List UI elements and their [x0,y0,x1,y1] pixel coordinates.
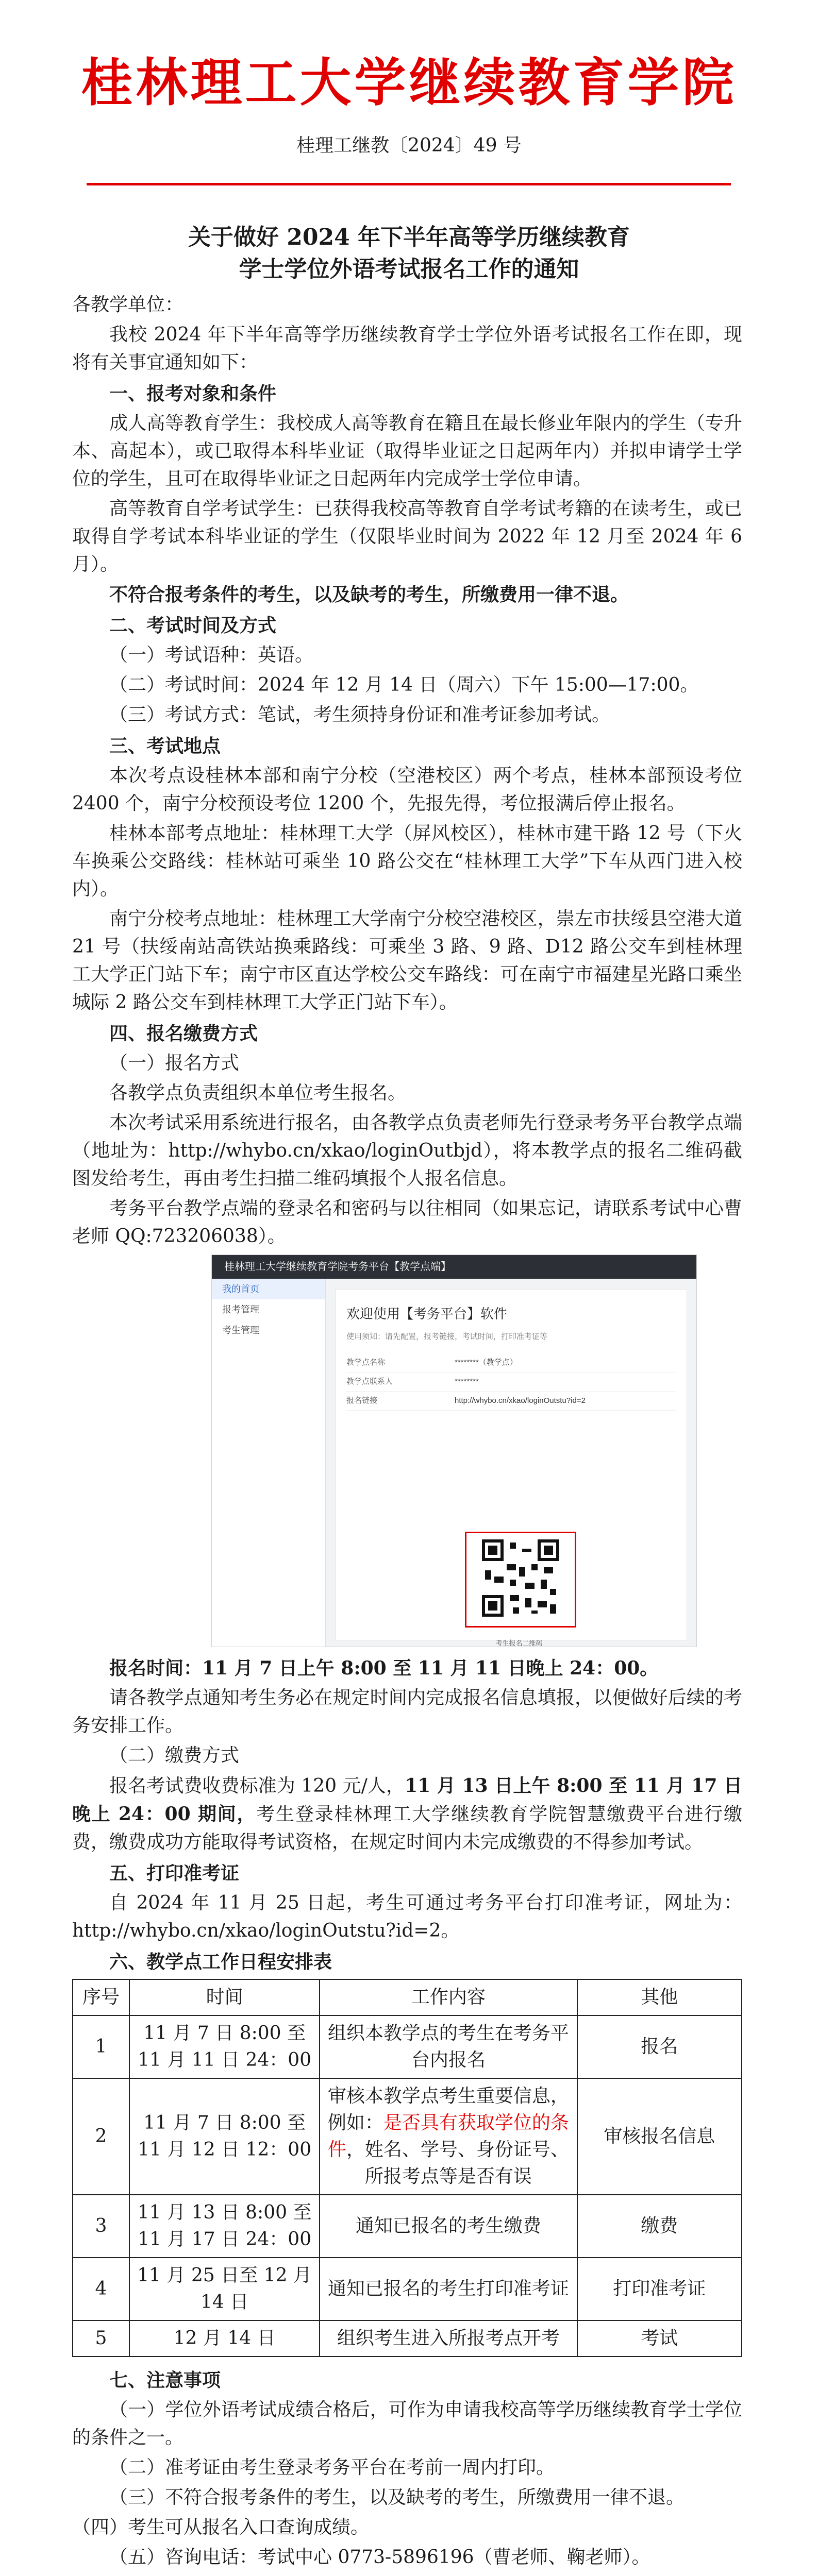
intro-paragraph: 我校 2024 年下半年高等学历继续教育学士学位外语考试报名工作在即，现将有关事宜通知如下： [72,324,742,373]
row-other: 审核报名信息 [577,2078,742,2195]
payment-period: 11 月 13 日上午 8:00 至 11 月 17 日晚上 24：00 期间， [72,1775,742,1825]
column-header: 其他 [577,1979,742,2015]
info-row [346,1372,676,1392]
section-4-paragraph: 本次考试采用系统进行报名，由各教学点负责老师先行登录考务平台教学点端（地址为：http://whybo.cn/xkao/loginOutbjd），将本教学点的报名二维码截图发给考生，再由考生扫描二维码填报个人报名信息。 [72,1112,742,1189]
section-6-heading: 六、教学点工作日程安排表 [109,1951,332,1973]
row-other: 打印准考证 [577,2258,742,2320]
column-header: 工作内容 [320,1979,577,2015]
section-4-paragraph: 请各教学点通知考生务必在规定时间内完成报名信息填报，以便做好后续的考务安排工作。 [72,1687,742,1736]
row-other: 报名 [577,2015,742,2078]
section-3-paragraph: 南宁分校考点地址：桂林理工大学南宁分校空港校区，崇左市扶绥县空港大道 21 号（扶绥南站高铁站换乘路线：可乘坐 3 路、9 路、D12 路公交车到桂林理工大学正门站下车；南宁市区直达学校公交车路线：可在南宁市福建星光路口乘坐城际 2 路公交车到桂林理工大学正门站下车）。 [72,908,742,1013]
salutation: 各教学单位： [72,294,184,315]
section-3-paragraph: 桂林本部考点地址：桂林理工大学（屏风校区），桂林市建干路 12 号（下火车换乘公交路线：桂林站可乘坐 10 路公交在“桂林理工大学”下车从西门进入校内）。 [72,823,742,900]
red-divider [87,183,731,185]
row-content-highlight: 是否具有获取学位的条件 [327,2112,569,2160]
table-row [73,2015,742,2078]
document-number: 桂理工继教〔2024〕49 号 [296,135,522,156]
sidebar-item-home: 我的首页 [212,1279,325,1299]
section-4-heading: 四、报名缴费方式 [109,1023,258,1044]
qr-caption: 考生报名二维码 [495,1639,543,1647]
notice-title-line1: 关于做好 2024 年下半年高等学历继续教育 [188,224,630,250]
section-1-paragraph: 高等教育自学考试学生：已获得我校高等教育自学考试考籍的在读考生，或已取得自学考试本科毕业证的学生（仅限毕业时间为 2022 年 12 月至 2024 年 6 月）。 [72,498,742,575]
fee-standard: 报名考试费收费标准为 120 元/人， [109,1775,405,1797]
notice-body [72,291,742,2573]
payment-instructions: 考生登录桂林理工大学继续教育学院智慧缴费平台进行缴费，缴费成功方能取得考试资格，在规定时间内未完成缴费的不得参加考试。 [72,1804,742,1853]
row-content-part: 审核本教学点考生重要信息，例如： [327,2086,569,2133]
welcome-heading: 欢迎使用【考务平台】软件 [346,1306,508,1321]
row-time: 11 月 25 日至 12 月 14 日 [129,2258,320,2320]
usage-note: 使用须知：请先配置，报考链接，考试时间，打印准考证等 [346,1332,548,1341]
table-row [73,2078,742,2195]
section-7-item: （三）不符合报考条件的考生，以及缺考的考生，所缴费用一律不退。 [109,2487,685,2508]
section-4-subheading: （一）报名方式 [109,1053,240,1074]
registration-time: 报名时间：11 月 7 日上午 8:00 至 11 月 11 日晚上 24：00。 [109,1657,659,1679]
info-key: 教学点名称 [346,1358,386,1367]
row-content: 组织考生进入所报考点开考 [320,2320,577,2357]
section-1-warning: 不符合报考条件的考生，以及缺考的考生，所缴费用一律不退。 [109,584,629,605]
section-4-paragraph: 各教学点负责组织本单位考生报名。 [109,1082,407,1104]
section-4-paragraph: 考务平台教学点端的登录名和密码与以往相同（如果忘记，请联系考试中心曹老师 QQ:723206038）。 [72,1198,742,1247]
row-time: 11 月 7 日 8:00 至 11 月 11 日 24：00 [129,2015,320,2078]
row-number: 1 [73,2015,129,2078]
column-header: 时间 [129,1979,320,2015]
row-time: 12 月 14 日 [129,2320,320,2357]
row-content-part: ，姓名、学号、身份证号、所报考点等是否有误 [346,2139,569,2187]
table-header-row [73,1979,742,2015]
section-7-item: （一）学位外语考试成绩合格后，可作为申请我校高等学历继续教育学士学位的条件之一。 [72,2399,742,2448]
section-5-paragraph: 自 2024 年 11 月 25 日起，考生可通过考务平台打印准考证，网址为：http://whybo.cn/xkao/loginOutstu?id=2。 [72,1892,742,1941]
schedule-table [72,1979,742,2357]
column-header: 序号 [73,1979,129,2015]
platform-sidebar [212,1279,326,1647]
row-number: 2 [73,2078,129,2195]
section-5-heading: 五、打印准考证 [109,1862,240,1884]
qr-code-icon [482,1539,559,1617]
row-number: 4 [73,2258,129,2320]
info-key: 报名链接 [346,1396,378,1405]
section-7-item: （五）咨询电话：考试中心 0773-5896196（曹老师、鞠老师）。 [109,2547,650,2568]
section-3-paragraph: 本次考点设桂林本部和南宁分校（空港校区）两个考点，桂林本部预设考位 2400 个，南宁分校预设考位 1200 个，先报先得，考位报满后停止报名。 [72,765,742,814]
platform-main-panel [336,1289,687,1647]
info-value: ********（教学点） [455,1358,517,1367]
section-2-item: （三）考试方式：笔试，考生须持身份证和准考证参加考试。 [109,704,611,725]
info-row [346,1392,676,1411]
sidebar-item-registration: 报考管理 [222,1304,259,1315]
platform-screenshot [211,1255,697,1647]
section-1-heading: 一、报考对象和条件 [109,383,277,404]
row-time: 11 月 7 日 8:00 至 11 月 12 日 12：00 [129,2078,320,2195]
institution-title: 桂林理工大学继续教育学院 [81,52,737,113]
platform-topbar: 桂林理工大学继续教育学院考务平台【教学点端】 [212,1255,696,1279]
info-row [346,1353,676,1372]
sidebar-item-students: 考生管理 [222,1325,259,1335]
section-1-paragraph: 成人高等教育学生：我校成人高等教育在籍且在最长修业年限内的学生（专升本、高起本），或已取得本科毕业证（取得毕业证之日起两年内）并拟申请学士学位的学生，且可在取得毕业证之日起两年内完成学士学位申请。 [72,413,742,489]
row-time: 11 月 13 日 8:00 至 11 月 17 日 24：00 [129,2195,320,2258]
notice-title-line2: 学士学位外语考试报名工作的通知 [239,256,579,282]
qr-code-highlight [465,1532,576,1628]
section-4-subheading: （二）缴费方式 [109,1745,240,1766]
row-number: 3 [73,2195,129,2258]
notice-title [0,222,818,285]
section-7-heading: 七、注意事项 [109,2369,221,2391]
row-other: 考试 [577,2320,742,2357]
info-value: ******** [455,1377,479,1386]
row-content [320,2078,577,2195]
row-content: 通知已报名的考生缴费 [320,2195,577,2258]
section-2-item: （二）考试时间：2024 年 12 月 14 日（周六）下午 15:00—17:00。 [109,674,699,696]
row-number: 5 [73,2320,129,2357]
info-key: 教学点联系人 [346,1377,393,1386]
section-7-item: （二）准考证由考生登录考务平台在考前一周内打印。 [109,2457,555,2478]
row-content: 组织本教学点的考生在考务平台内报名 [320,2015,577,2078]
row-other: 缴费 [577,2195,742,2258]
payment-paragraph [72,1772,742,1856]
section-2-item: （一）考试语种：英语。 [109,645,314,666]
section-7-item: （四）考生可从报名入口查询成绩。 [72,2517,370,2538]
section-3-heading: 三、考试地点 [109,735,221,757]
section-2-heading: 二、考试时间及方式 [109,615,277,636]
table-row [73,2320,742,2357]
info-value: http://whybo.cn/xkao/loginOutstu?id=2 [455,1396,586,1405]
table-row [73,2195,742,2258]
table-row [73,2258,742,2320]
row-content: 通知已报名的考生打印准考证 [320,2258,577,2320]
